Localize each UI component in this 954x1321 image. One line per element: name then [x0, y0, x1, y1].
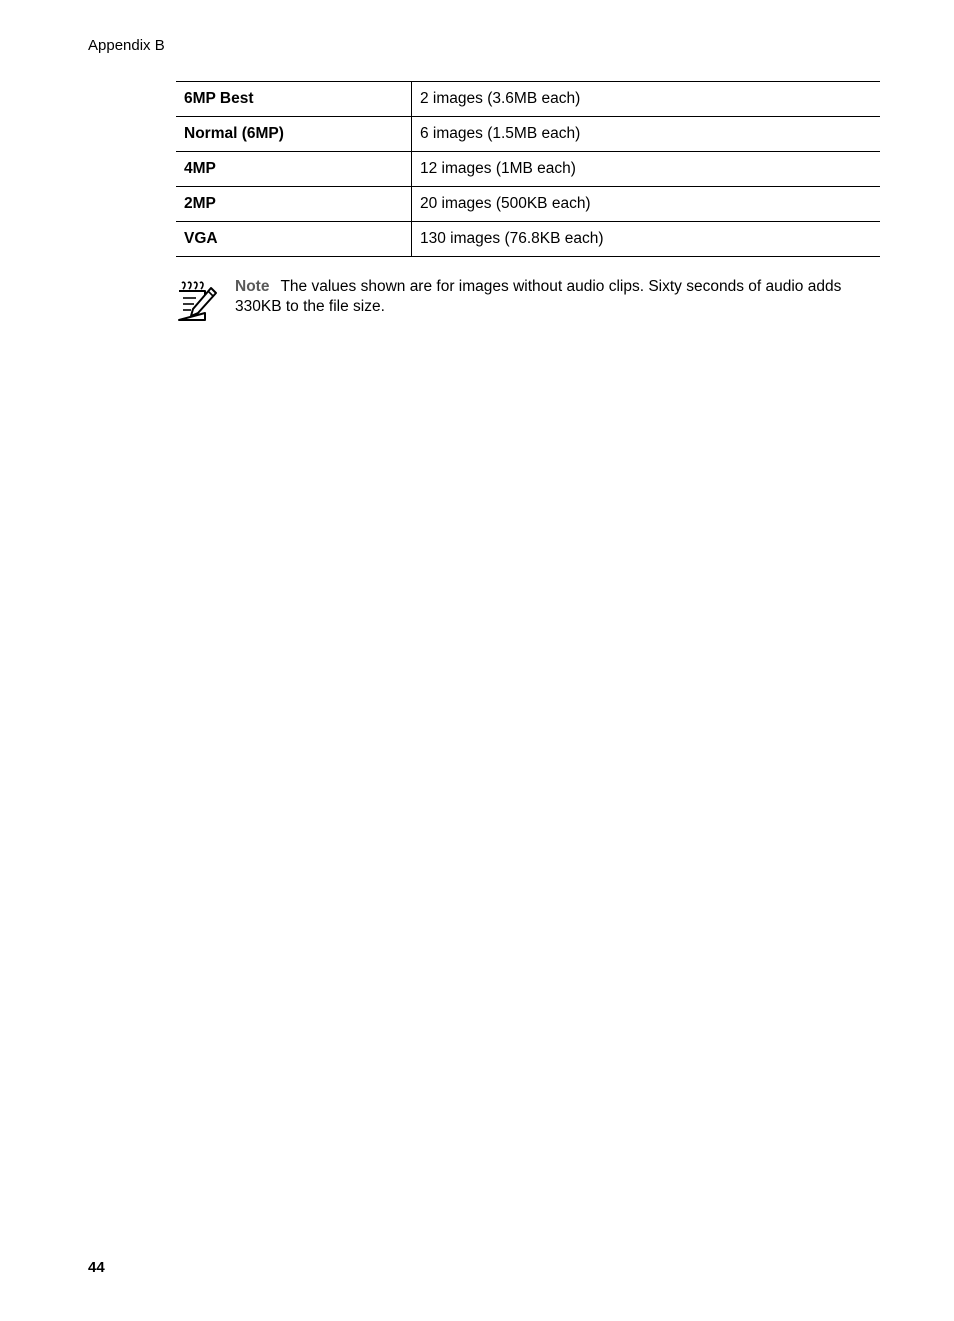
resolution-cell: 4MP — [176, 152, 412, 187]
capacity-cell: 6 images (1.5MB each) — [412, 117, 881, 152]
capacity-cell: 130 images (76.8KB each) — [412, 222, 881, 257]
resolution-cell: 6MP Best — [176, 82, 412, 117]
capacity-cell: 12 images (1MB each) — [412, 152, 881, 187]
note-body: The values shown are for images without audio clips. Sixty seconds of audio adds 330KB to the file size. — [235, 278, 842, 315]
capacity-cell: 20 images (500KB each) — [412, 187, 881, 222]
image-capacity-table — [176, 81, 880, 257]
resolution-cell: 2MP — [176, 187, 412, 222]
running-header: Appendix B — [88, 37, 165, 54]
resolution-cell: VGA — [176, 222, 412, 257]
table-row — [176, 82, 880, 117]
table-row — [176, 152, 880, 187]
capacity-cell: 2 images (3.6MB each) — [412, 82, 881, 117]
table-row — [176, 187, 880, 222]
table-row — [176, 117, 880, 152]
table-row — [176, 222, 880, 257]
note-pencil-icon — [176, 280, 218, 324]
page-number: 44 — [88, 1259, 105, 1276]
note-text — [235, 277, 885, 317]
note-label: Note — [235, 278, 270, 295]
resolution-cell: Normal (6MP) — [176, 117, 412, 152]
